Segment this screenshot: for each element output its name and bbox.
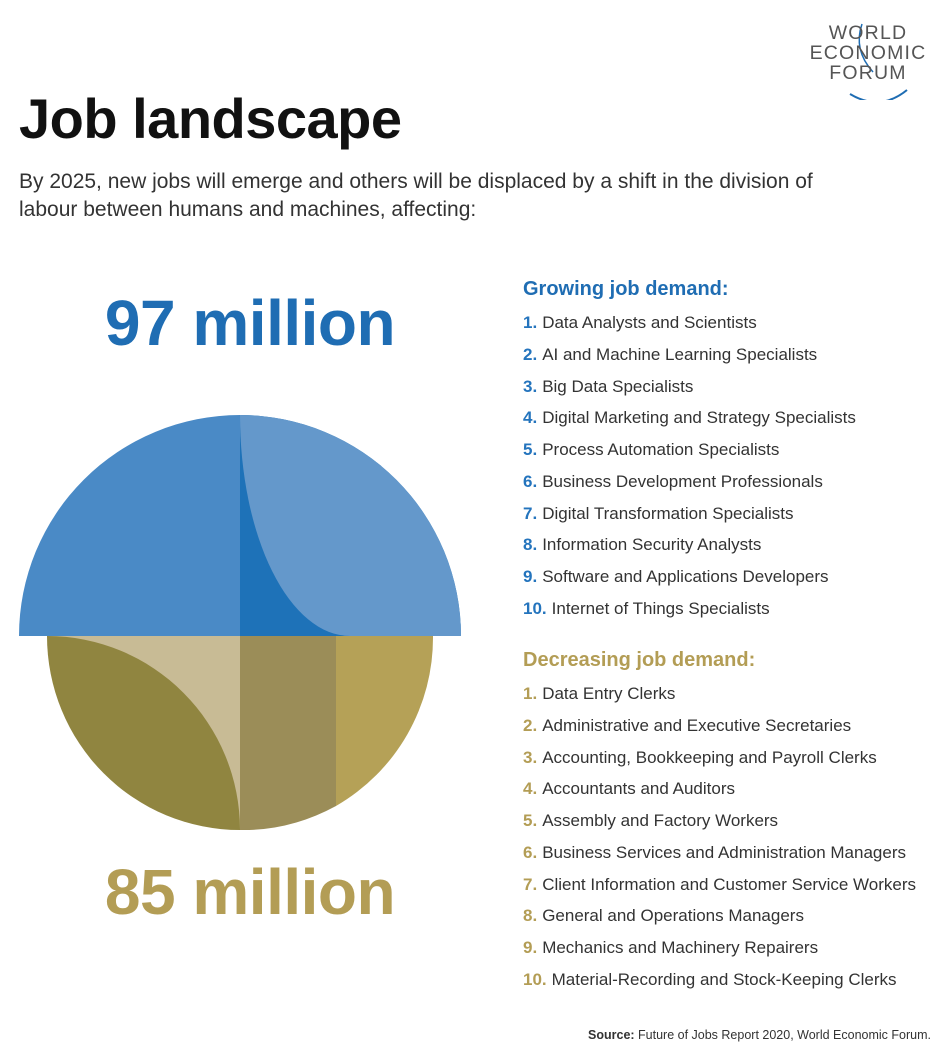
job-rank: 2.: [523, 715, 538, 735]
decreasing-job-item: [523, 932, 938, 964]
growing-job-item: [523, 434, 938, 466]
growing-heading: Growing job demand:: [523, 278, 729, 300]
growing-jobs-list: [523, 307, 938, 625]
job-rank: 10.: [523, 598, 547, 618]
decreasing-jobs-list: [523, 678, 938, 996]
job-rank: 4.: [523, 779, 538, 799]
growing-jobs-section: [523, 276, 938, 625]
job-title: Accountants and Auditors: [542, 779, 735, 799]
decreasing-job-item: [523, 742, 938, 774]
decreasing-job-item: [523, 773, 938, 805]
job-rank: 2.: [523, 344, 538, 364]
blue-quarter-left: [19, 415, 240, 636]
job-rank: 1.: [523, 313, 538, 332]
logo-arc-bottom: [850, 90, 907, 100]
job-rank: 3.: [523, 376, 538, 396]
decreasing-job-item: [523, 837, 938, 869]
job-rank: 1.: [523, 684, 538, 703]
olive-mid-segment: [240, 636, 336, 830]
decreasing-total: 85 million: [104, 856, 396, 928]
job-title: AI and Machine Learning Specialists: [542, 344, 818, 364]
decreasing-job-item: [523, 900, 938, 932]
decreasing-job-item: [523, 805, 938, 837]
source-label: Source:: [588, 1028, 635, 1042]
job-title: Business Development Professionals: [542, 471, 823, 491]
job-title: Information Security Analysts: [542, 535, 762, 555]
page-title: Job landscape: [19, 87, 402, 150]
job-rank: 4.: [523, 408, 538, 428]
job-rank: 7.: [523, 874, 538, 894]
growing-job-item: [523, 466, 938, 498]
job-rank: 10.: [523, 969, 547, 989]
job-title: General and Operations Managers: [542, 906, 804, 926]
job-rank: 9.: [523, 938, 538, 957]
wef-logo: [805, 20, 935, 100]
logo-line-2: ECONOMIC: [809, 42, 927, 64]
decreasing-job-item: [523, 964, 938, 996]
job-rank: 3.: [523, 747, 538, 767]
decreasing-job-item: [523, 869, 938, 901]
job-rank: 8.: [523, 906, 538, 926]
logo-line-1: WORLD: [828, 22, 908, 44]
job-title: Big Data Specialists: [542, 376, 694, 396]
job-title: Mechanics and Machinery Repairers: [542, 938, 819, 957]
job-title: Business Services and Administration Managers: [542, 842, 906, 862]
gold-segment: [336, 636, 433, 806]
job-title: Client Information and Customer Service Workers: [542, 874, 917, 894]
growing-job-item: [523, 371, 938, 403]
job-title: Process Automation Specialists: [542, 440, 780, 459]
growing-job-item: [523, 307, 938, 339]
job-title: Material-Recording and Stock-Keeping Clerks: [551, 969, 897, 989]
job-rank: 5.: [523, 811, 538, 830]
job-title: Data Entry Clerks: [542, 684, 676, 703]
source-note: [588, 1028, 931, 1042]
job-title: Software and Applications Developers: [542, 567, 829, 586]
decreasing-heading: Decreasing job demand:: [523, 649, 756, 671]
decreasing-job-item: [523, 678, 938, 710]
growing-job-item: [523, 402, 938, 434]
job-rank: 9.: [523, 567, 538, 586]
source-text: Future of Jobs Report 2020, World Economic Forum.: [634, 1028, 931, 1042]
job-rank: 6.: [523, 842, 538, 862]
job-rank: 7.: [523, 503, 538, 523]
growing-job-item: [523, 339, 938, 371]
job-title: Assembly and Factory Workers: [542, 811, 779, 830]
job-title: Digital Transformation Specialists: [542, 503, 794, 523]
job-title: Data Analysts and Scientists: [542, 313, 757, 332]
job-title: Internet of Things Specialists: [551, 598, 770, 618]
growing-total: 97 million: [104, 287, 396, 359]
job-rank: 5.: [523, 440, 538, 459]
decreasing-jobs-section: [523, 647, 938, 996]
growing-job-item: [523, 561, 938, 593]
job-circle-graphic: [18, 414, 462, 832]
decreasing-job-item: [523, 710, 938, 742]
growing-job-item: [523, 593, 938, 625]
job-title: Accounting, Bookkeeping and Payroll Clerks: [542, 747, 877, 767]
job-title: Digital Marketing and Strategy Specialists: [542, 408, 856, 428]
growing-job-item: [523, 529, 938, 561]
job-rank: 6.: [523, 471, 538, 491]
job-title: Administrative and Executive Secretaries: [542, 715, 852, 735]
logo-line-3: FORUM: [829, 62, 907, 84]
job-rank: 8.: [523, 535, 538, 555]
growing-job-item: [523, 498, 938, 530]
page-subtitle: By 2025, new jobs will emerge and others will be displaced by a shift in the division of labour between humans and machines, affecting:: [19, 170, 813, 221]
